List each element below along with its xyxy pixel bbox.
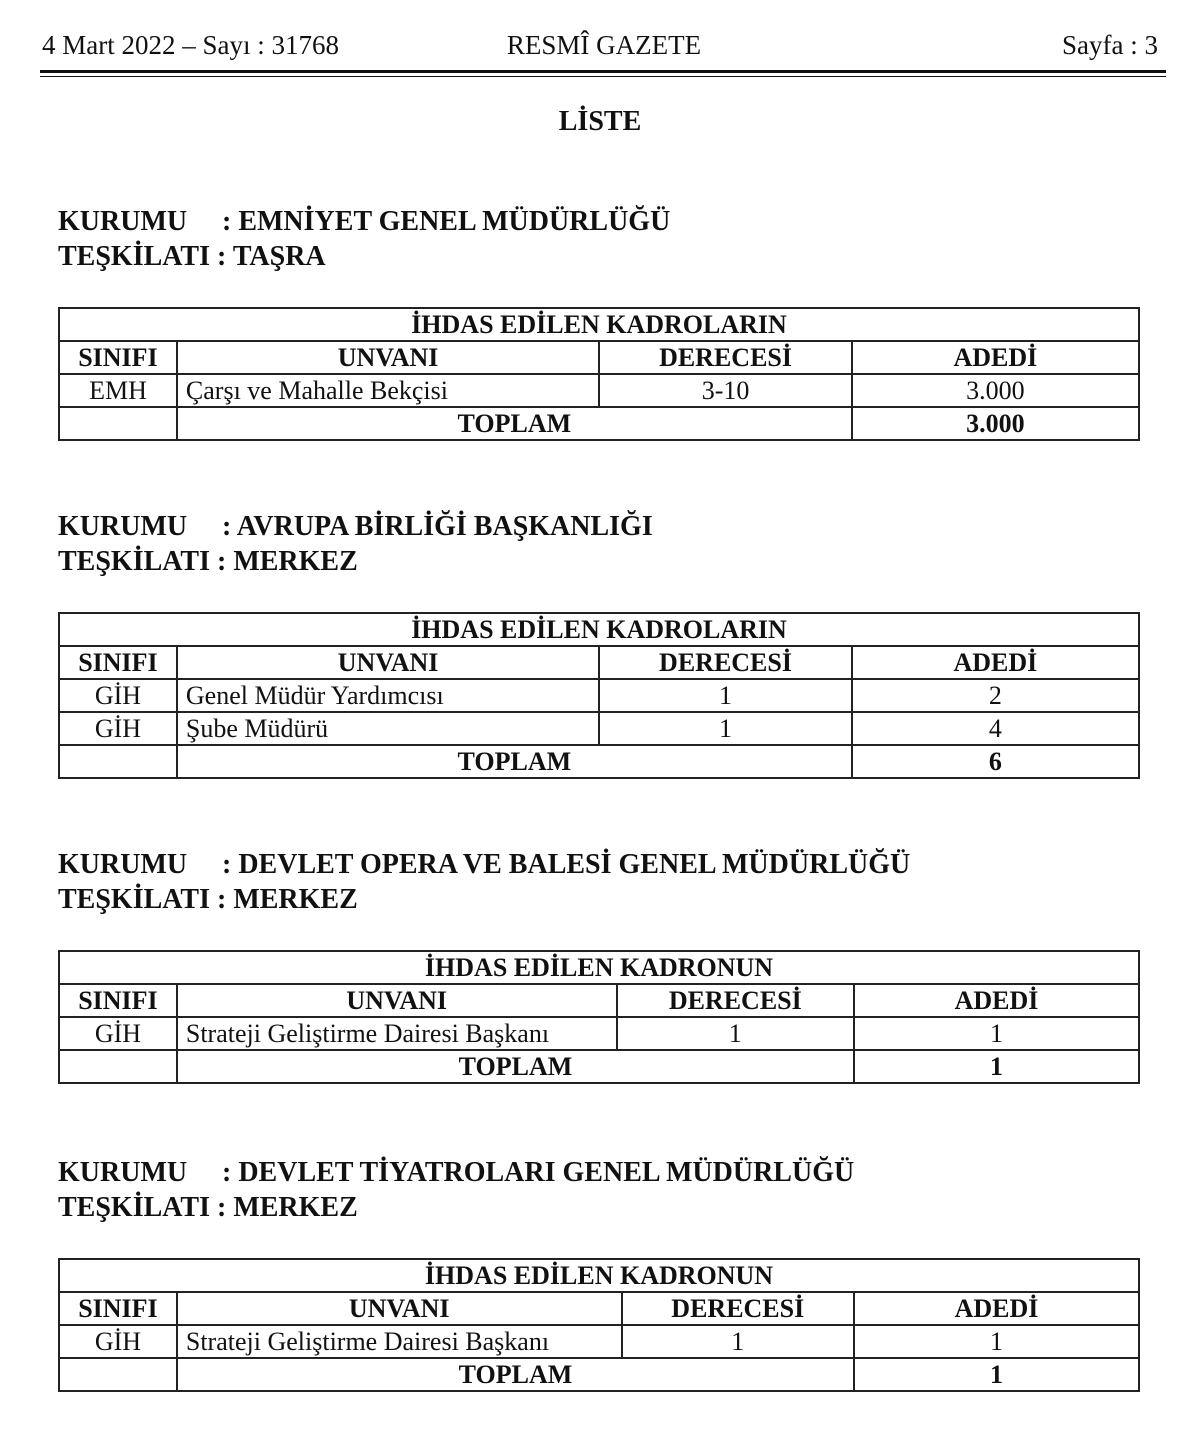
col-header-adedi: ADEDİ: [852, 341, 1139, 374]
cell-derecesi: 1: [617, 1017, 855, 1050]
teskilati-line: [58, 239, 1142, 274]
total-row: [59, 745, 1139, 778]
col-header-derecesi: DERECESİ: [622, 1292, 855, 1325]
cell-empty: [59, 1050, 177, 1083]
kurumu-label: KURUMU: [58, 511, 188, 542]
header-rule-thin: [40, 76, 1166, 77]
total-row: [59, 407, 1139, 440]
table-caption: İHDAS EDİLEN KADROLARIN: [59, 613, 1139, 646]
col-header-unvani: UNVANI: [177, 984, 617, 1017]
cell-sinifi: EMH: [59, 374, 177, 407]
cell-sinifi: GİH: [59, 712, 177, 745]
teskilati-label: TEŞKİLATI: [58, 241, 210, 272]
section-devlet-opera: [58, 847, 1142, 1084]
cell-sinifi: GİH: [59, 679, 177, 712]
col-header-derecesi: DERECESİ: [617, 984, 855, 1017]
cell-adedi: 1: [854, 1017, 1139, 1050]
cell-adedi: 2: [852, 679, 1139, 712]
kurumu-value: : EMNİYET GENEL MÜDÜRLÜĞÜ: [222, 206, 671, 237]
table-caption: İHDAS EDİLEN KADROLARIN: [59, 308, 1139, 341]
col-header-unvani: UNVANI: [177, 1292, 622, 1325]
cell-unvani: Şube Müdürü: [177, 712, 599, 745]
kadro-table: [58, 612, 1140, 779]
cell-derecesi: 3-10: [599, 374, 852, 407]
teskilati-label: TEŞKİLATI: [58, 884, 210, 915]
toplam-label: TOPLAM: [177, 1358, 854, 1391]
toplam-label: TOPLAM: [177, 745, 852, 778]
cell-unvani: Strateji Geliştirme Dairesi Başkanı: [177, 1017, 617, 1050]
cell-sinifi: GİH: [59, 1325, 177, 1358]
teskilati-value: : MERKEZ: [217, 546, 358, 577]
toplam-value: 3.000: [852, 407, 1139, 440]
cell-unvani: Çarşı ve Mahalle Bekçisi: [177, 374, 599, 407]
toplam-label: TOPLAM: [177, 1050, 854, 1083]
section-emniyet: [58, 204, 1142, 441]
col-header-derecesi: DERECESİ: [599, 341, 852, 374]
kurumu-value: : DEVLET TİYATROLARI GENEL MÜDÜRLÜĞÜ: [222, 1157, 855, 1188]
col-header-derecesi: DERECESİ: [599, 646, 852, 679]
col-header-adedi: ADEDİ: [852, 646, 1139, 679]
cell-empty: [59, 1358, 177, 1391]
kurumu-value: : DEVLET OPERA VE BALESİ GENEL MÜDÜRLÜĞÜ: [222, 849, 911, 880]
table-row: [59, 679, 1139, 712]
table-caption: İHDAS EDİLEN KADRONUN: [59, 1259, 1139, 1292]
teskilati-value: : MERKEZ: [217, 884, 358, 915]
col-header-adedi: ADEDİ: [854, 1292, 1139, 1325]
teskilati-line: [58, 544, 1142, 579]
kurumu-line: [58, 847, 1142, 882]
cell-unvani: Genel Müdür Yardımcısı: [177, 679, 599, 712]
teskilati-value: : TAŞRA: [217, 241, 326, 272]
table-row: [59, 1017, 1139, 1050]
kurumu-line: [58, 1155, 1142, 1190]
page-title: LİSTE: [558, 106, 642, 137]
page-number: Sayfa : 3: [1062, 30, 1158, 60]
table-row: [59, 1325, 1139, 1358]
toplam-label: TOPLAM: [177, 407, 852, 440]
toplam-value: 1: [854, 1050, 1139, 1083]
cell-derecesi: 1: [599, 679, 852, 712]
kadro-table: [58, 950, 1140, 1084]
kurumu-label: KURUMU: [58, 206, 188, 237]
gazette-name: RESMÎ GAZETE: [506, 30, 702, 60]
table-row: [59, 374, 1139, 407]
col-header-sinifi: SINIFI: [59, 1292, 177, 1325]
kurumu-line: [58, 509, 1142, 544]
cell-empty: [59, 407, 177, 440]
section-devlet-tiyatrolari: [58, 1155, 1142, 1392]
issue-date-number: 4 Mart 2022 – Sayı : 31768: [42, 30, 339, 60]
kurumu-line: [58, 204, 1142, 239]
kadro-table: [58, 307, 1140, 441]
table-row: [59, 712, 1139, 745]
kurumu-value: : AVRUPA BİRLİĞİ BAŞKANLIĞI: [222, 511, 653, 542]
total-row: [59, 1358, 1139, 1391]
cell-sinifi: GİH: [59, 1017, 177, 1050]
col-header-unvani: UNVANI: [177, 341, 599, 374]
col-header-adedi: ADEDİ: [854, 984, 1139, 1017]
col-header-unvani: UNVANI: [177, 646, 599, 679]
cell-derecesi: 1: [622, 1325, 855, 1358]
cell-derecesi: 1: [599, 712, 852, 745]
cell-unvani: Strateji Geliştirme Dairesi Başkanı: [177, 1325, 622, 1358]
total-row: [59, 1050, 1139, 1083]
kadro-table: [58, 1258, 1140, 1392]
toplam-value: 1: [854, 1358, 1139, 1391]
table-caption: İHDAS EDİLEN KADRONUN: [59, 951, 1139, 984]
teskilati-label: TEŞKİLATI: [58, 1192, 210, 1223]
teskilati-line: [58, 882, 1142, 917]
teskilati-value: : MERKEZ: [217, 1192, 358, 1223]
cell-adedi: 3.000: [852, 374, 1139, 407]
header-rule-thick: [40, 70, 1166, 73]
kurumu-label: KURUMU: [58, 1157, 188, 1188]
toplam-value: 6: [852, 745, 1139, 778]
cell-adedi: 4: [852, 712, 1139, 745]
col-header-sinifi: SINIFI: [59, 984, 177, 1017]
cell-adedi: 1: [854, 1325, 1139, 1358]
section-avrupa-birligi: [58, 509, 1142, 779]
col-header-sinifi: SINIFI: [59, 341, 177, 374]
teskilati-label: TEŞKİLATI: [58, 546, 210, 577]
cell-empty: [59, 745, 177, 778]
kurumu-label: KURUMU: [58, 849, 188, 880]
page-header: [42, 30, 1166, 70]
col-header-sinifi: SINIFI: [59, 646, 177, 679]
teskilati-line: [58, 1190, 1142, 1225]
